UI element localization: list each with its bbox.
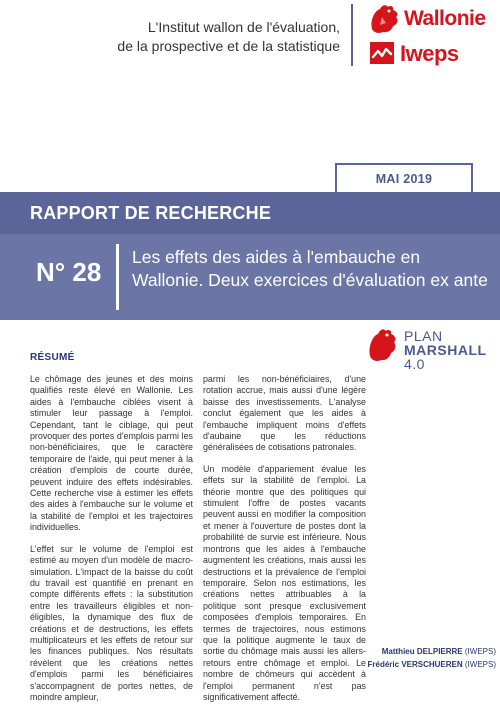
resume-heading: RÉSUMÉ bbox=[30, 352, 75, 363]
banner-top-band bbox=[0, 192, 500, 234]
report-type: RAPPORT DE RECHERCHE bbox=[30, 203, 272, 223]
author-credit bbox=[382, 647, 496, 656]
header-divider bbox=[351, 4, 353, 66]
iweps-logo bbox=[368, 38, 498, 68]
rooster-icon bbox=[368, 3, 402, 35]
rooster-icon bbox=[366, 326, 400, 364]
report-title-line-2: Wallonie. Deux exercices d'évaluation ex ante bbox=[132, 270, 488, 290]
institute-line-1: L'Institut wallon de l'évaluation, bbox=[147, 19, 340, 35]
institute-name bbox=[20, 18, 340, 56]
institute-line-2: de la prospective et de la statistique bbox=[117, 38, 340, 54]
version-line: 4.0 bbox=[404, 356, 425, 372]
resume-paragraph: Le chômage des jeunes et des moins qualifiés reste élevé en Wallonie. Les aides à l'embauche ciblées visent à stimuler leur passage à l'emploi. Cependant, tant le ciblage, qui peut provoquer des portes d'emplois parmi les non-bénéficiaires, que le caractère temporaire de l'aide, qui peut mener à la création d'emplois de courte durée, peuvent induire des effets indésirables. Cette recherche vise à estimer les effets des aides à l'embauche sur le volume et la stabilité de l'emploi et les trajectoires individuelles. bbox=[30, 374, 193, 533]
iweps-wordmark: Iweps bbox=[400, 41, 459, 66]
resume-paragraph: L'effet sur le volume de l'emploi est estimé au moyen d'un modèle de macro-simulation. L'impact de la baisse du coût du travail est quantifié en prenant en compte différents effets : la substitution entre les travailleurs éligibles et non-éligibles, la dynamique des flux de créations et de destructions, les effets multiplicateurs et les effets de retour sur les finances publiques. Nos résultats révèlent que les créations nettes d'emplois parmi les bénéficiaires s'accompagnent de portes nettes, de moindre ampleur, bbox=[30, 543, 193, 702]
wallonie-logo bbox=[368, 3, 498, 35]
author-org: (IWEPS) bbox=[464, 660, 496, 669]
report-title bbox=[132, 246, 492, 292]
resume-paragraph: Un modèle d'appariement évalue les effets sur la stabilité de l'emploi. La théorie montre que des politiques qui stimulent l'offre de postes vacants peuvent aussi en modifier la composition et mener à l'ouverture de postes dont la probabilité de survie est inférieure. Nous montrons que les aides à l'embauche augmentent les créations, mais aussi les destructions et la prévalence de l'emploi temporaire. Selon nos estimations, les créations nettes attribuables à la politique sont presque exclusivement composées d'emplois temporaires. En termes de trajectoires, nous estimons que la politique augmente le taux de sortie du chômage mais aussi les allers-retours entre chômage et emploi. Le nombre de chômeurs qui accèdent à l'emploi permanent n'est pas significativement affecté. bbox=[203, 463, 366, 702]
plan-marshall-logo bbox=[366, 322, 496, 382]
report-title-line-1: Les effets des aides à l'embauche en bbox=[132, 247, 421, 267]
marshall-line: MARSHALL bbox=[404, 342, 487, 358]
report-banner bbox=[0, 192, 500, 320]
author-credit bbox=[368, 660, 497, 669]
author-first-name: Frédéric bbox=[367, 660, 400, 669]
author-org: (IWEPS) bbox=[464, 647, 496, 656]
resume-column-2 bbox=[203, 374, 366, 713]
plan-marshall-wordmark bbox=[404, 329, 487, 371]
author-last-name: DELPIERRE bbox=[416, 647, 463, 656]
iweps-mark bbox=[370, 42, 394, 64]
publication-date: MAI 2019 bbox=[335, 163, 473, 193]
plan-line: PLAN bbox=[404, 328, 443, 344]
banner-separator bbox=[116, 244, 119, 310]
author-first-name: Matthieu bbox=[381, 647, 415, 656]
author-last-name: VERSCHUEREN bbox=[401, 660, 463, 669]
report-number: N° 28 bbox=[36, 257, 102, 287]
resume-paragraph: parmi les non-bénéficiaires, d'une rotation accrue, mais aussi d'une légère baisse des investissements. L'analyse conclut également que les aides à l'embauche impliquent moins d'effets d'aubaine que les réductions généralisées de cotisations patronales. bbox=[203, 374, 366, 453]
resume-column-1 bbox=[30, 374, 193, 713]
banner-bottom-band bbox=[0, 234, 500, 320]
iweps-zigzag-icon bbox=[370, 42, 394, 64]
wallonie-wordmark: Wallonie bbox=[404, 7, 486, 30]
